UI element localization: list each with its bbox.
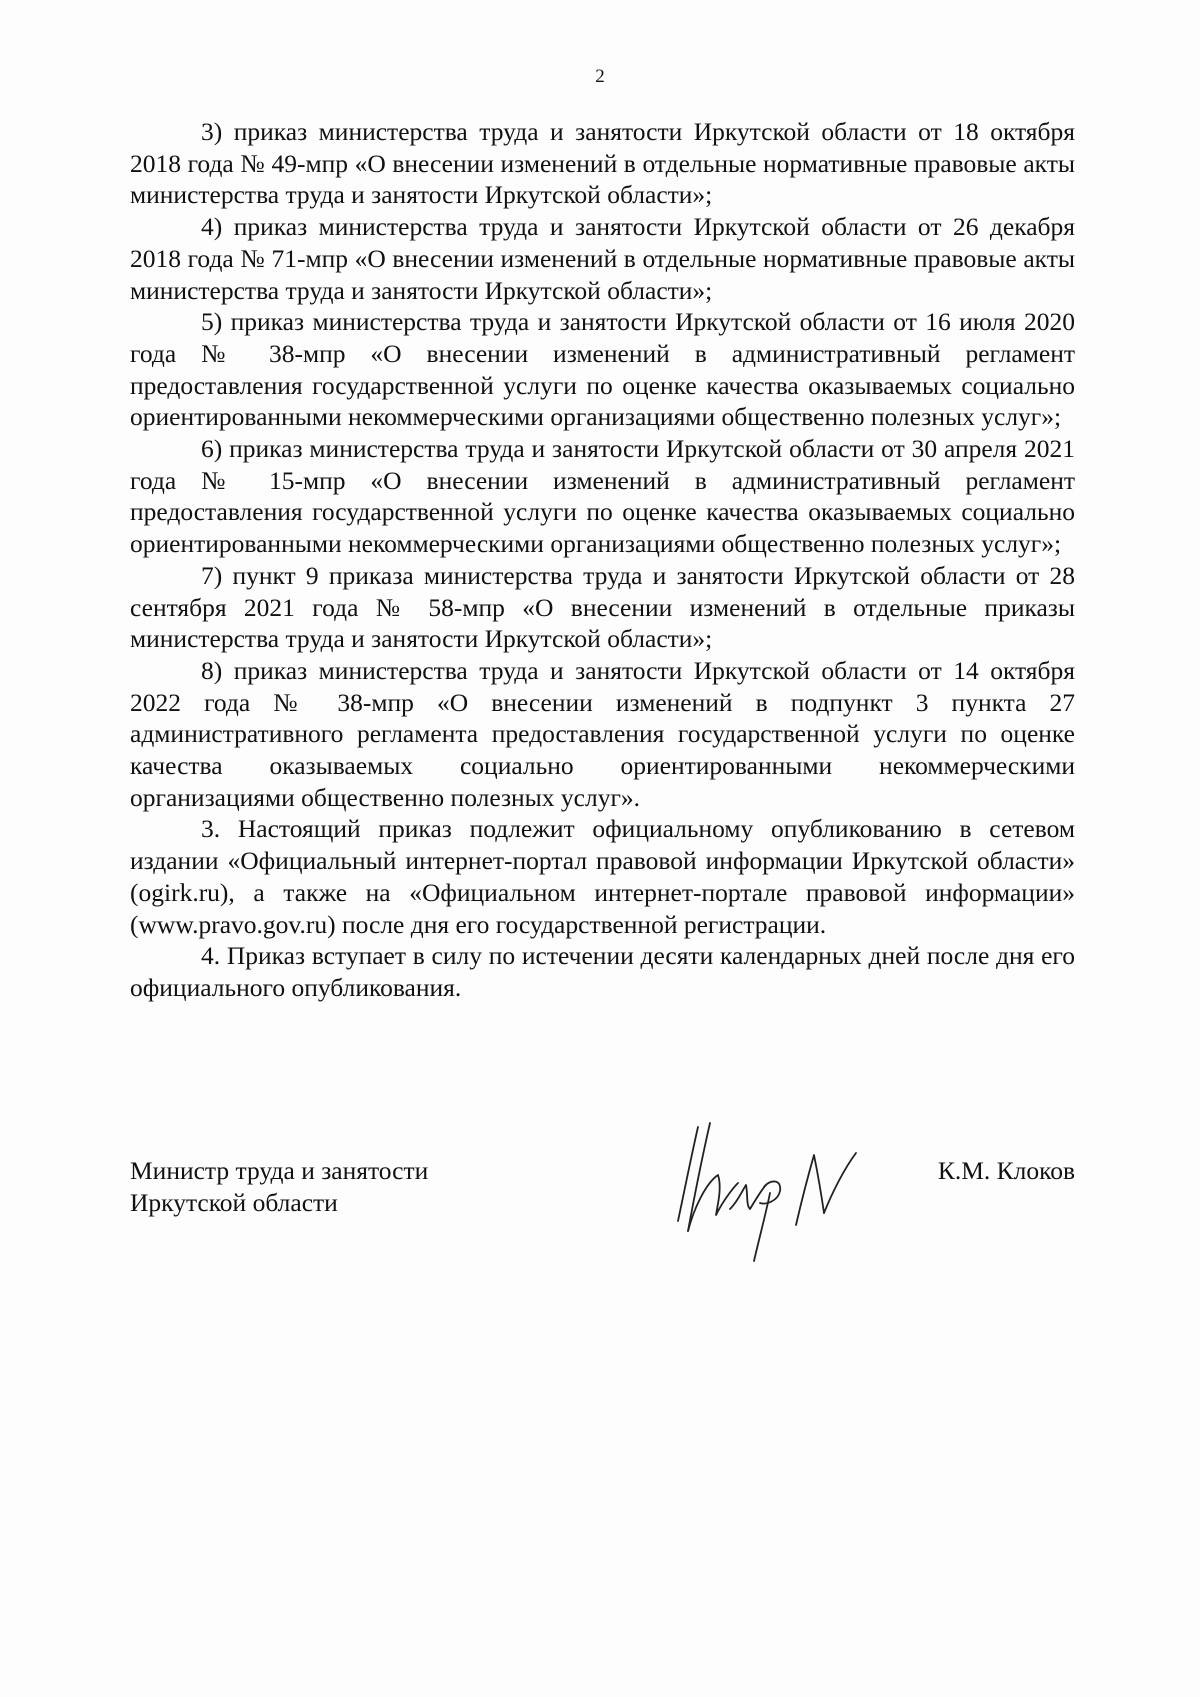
- paragraph-item-3: 3) приказ министерства труда и занятости Иркутской области от 18 октября 2018 года № 49-мпр «О внесении изменений в отдельные нормативные правовые акты министерства труда и занятости Иркутской области»;: [130, 117, 1075, 210]
- handwritten-signature-image: [652, 1113, 872, 1273]
- paragraph-item-4: 4) приказ министерства труда и занятости Иркутской области от 26 декабря 2018 года № 71-мпр «О внесении изменений в отдельные нормативные правовые акты министерства труда и занятости Иркутской области»;: [130, 212, 1075, 305]
- page-number: 2: [595, 66, 605, 87]
- signature-block: [130, 1155, 1075, 1305]
- paragraph-item-7: 7) пункт 9 приказа министерства труда и занятости Иркутской области от 28 сентября 2021 года № 58-мпр «О внесении изменений в отдельные приказы министерства труда и занятости Иркутской области»;: [130, 560, 1075, 654]
- paragraph-item-6: 6) приказ министерства труда и занятости Иркутской области от 30 апреля 2021 года № 15-мпр «О внесении изменений в административный регламент предоставления государственной услуги по оценке качества оказываемых социально ориентированными некоммерческими организациями общественно полезных услуг»;: [130, 434, 1075, 559]
- signer-name: К.М. Клоков: [937, 1156, 1075, 1185]
- paragraph-item-8: 8) приказ министерства труда и занятости Иркутской области от 14 октября 2022 года № 38-мпр «О внесении изменений в подпункт 3 пункта 27 административного регламента предоставления государственной услуги по оценке качества оказываемых социально ориентированными некоммерческими организациями общественно полезных услуг».: [130, 655, 1075, 812]
- document-body: [130, 116, 1075, 1004]
- paragraph-item-5: 5) приказ министерства труда и занятости Иркутской области от 16 июля 2020 года № 38-мпр «О внесении изменений в административный регламент предоставления государственной услуги по оценке качества оказываемых социально ориентированными некоммерческими организациями общественно полезных услуг»;: [130, 307, 1075, 432]
- signer-position-line-1: Министр труда и занятости: [130, 1156, 429, 1185]
- signer-position: [130, 1155, 550, 1219]
- signer-position-line-2: Иркутской области: [130, 1188, 338, 1217]
- paragraph-entry-into-force: 4. Приказ вступает в силу по истечении десяти календарных дней после дня его официального опубликования.: [130, 941, 1075, 1002]
- paragraph-publication: 3. Настоящий приказ подлежит официальному опубликованию в сетевом издании «Официальный интернет-портал правовой информации Иркутской области» (ogirk.ru), а также на «Официальном интернет-портале правовой информации» (www.pravo.gov.ru) после дня его государственной регистрации.: [130, 814, 1075, 939]
